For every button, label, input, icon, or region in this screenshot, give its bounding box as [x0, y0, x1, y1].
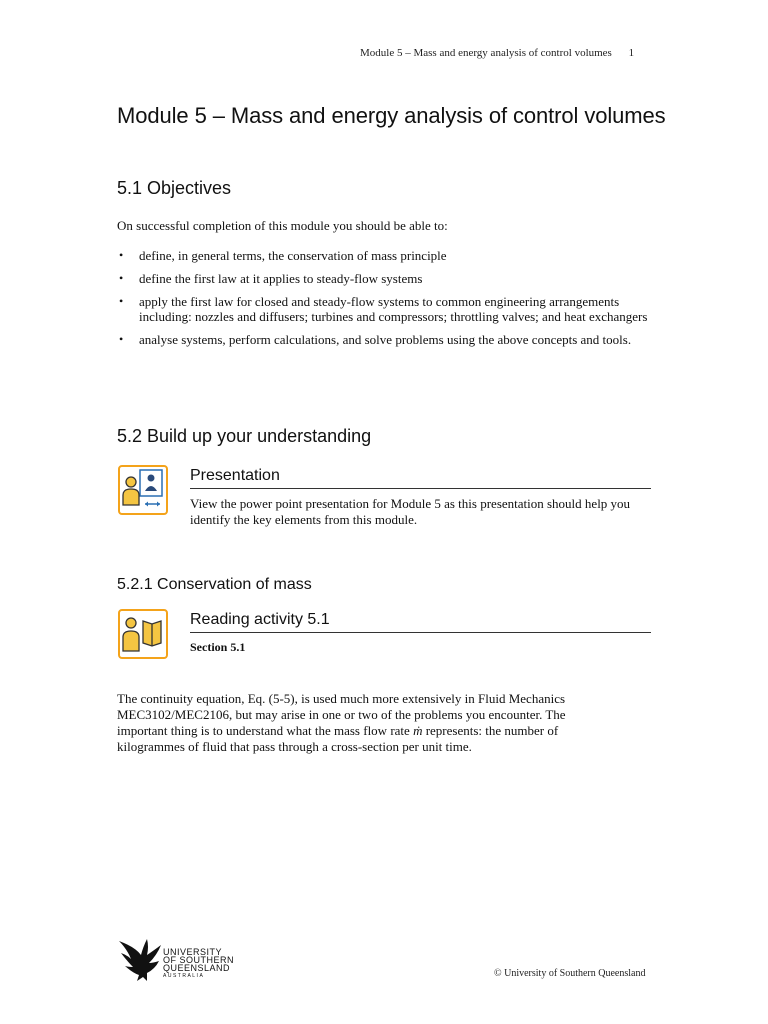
reading-icon [118, 609, 168, 659]
copyright-footer: © University of Southern Queensland [494, 968, 646, 979]
objective-item: • apply the first law for closed and steady-flow systems to common engineering arrangements including: nozzles and diffusers; turbines and compressors; throttling valves; and heat exchangers [119, 294, 648, 324]
bullet-icon: • [119, 294, 124, 308]
objectives-list [117, 248, 657, 355]
objectives-heading: 5.1 Objectives [117, 178, 232, 198]
bullet-icon: • [119, 248, 124, 262]
running-header [360, 47, 634, 59]
mass-flow-symbol: ṁ [413, 723, 423, 738]
phoenix-logo-icon [117, 933, 165, 983]
understanding-heading: 5.2 Build up your understanding [117, 426, 372, 446]
objective-item: • define the first law at it applies to steady-flow systems [119, 271, 423, 286]
presentation-title: Presentation [190, 467, 651, 489]
continuity-text-2: represents: the number of kilogrammes of fluid that pass through a cross-section per unit time. [117, 723, 559, 754]
running-title: Module 5 – Mass and energy analysis of control volumes [360, 47, 612, 59]
bullet-icon: • [119, 332, 124, 346]
presentation-body: View the power point presentation for Module 5 as this presentation should help you identify the key elements from this module. [190, 496, 631, 527]
page-title: Module 5 – Mass and energy analysis of control volumes [117, 103, 666, 128]
page-number: 1 [628, 47, 635, 59]
objectives-intro: On successful completion of this module you should be able to: [117, 218, 448, 233]
objective-item: • analyse systems, perform calculations, and solve problems using the above concepts and tools. [119, 332, 632, 347]
bullet-icon: • [119, 271, 124, 285]
continuity-paragraph [117, 691, 617, 755]
continuity-text-1: The continuity equation, Eq. (5-5), is used much more extensively in Fluid Mechanics MEC3102/MEC2106, but may arise in one or two of the problems you encounter. The important thing is to understand what the mass flow rate [117, 691, 566, 738]
reading-activity-title: Reading activity 5.1 [190, 611, 651, 633]
reading-section: Section 5.1 [190, 640, 246, 654]
conservation-heading: 5.2.1 Conservation of mass [117, 576, 312, 593]
presentation-icon [118, 465, 168, 515]
university-name: UNIVERSITY OF SOUTHERN QUEENSLAND AUSTRALIA [163, 947, 235, 979]
objective-item: • define, in general terms, the conservation of mass principle [119, 248, 447, 263]
